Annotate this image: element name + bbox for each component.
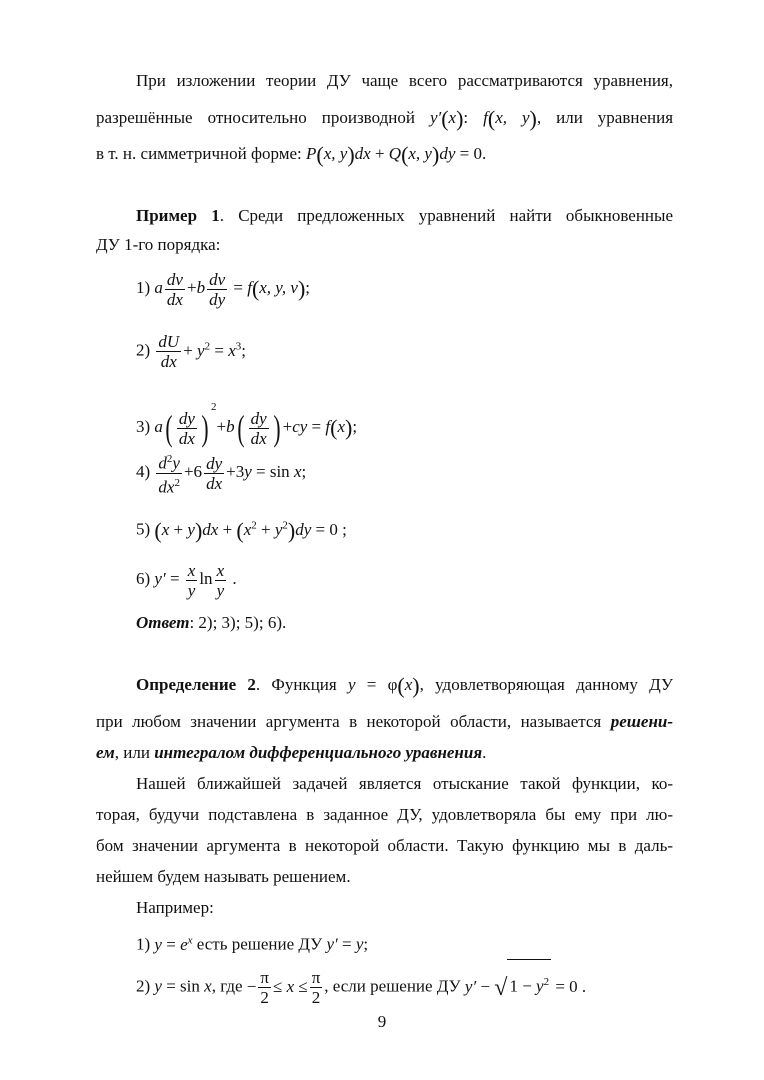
example1-item-2: 2) $\frac{dU}{dx}$ + $y^2 = x^3$; — [136, 332, 246, 372]
examples-item-1: 1) $y = e^x$ есть решение ДУ y′ = y; — [136, 934, 369, 954]
page-number: 9 — [377, 1012, 387, 1031]
equation-1: a $\frac{dv}{dx}$ +b $\frac{dv}{dy}$ = f(x, y, v); — [154, 269, 311, 309]
formula-interval: − $\frac{\pi}{2}$ ≤ x ≤ $\frac{\pi}{2}$ — [246, 968, 321, 1008]
examples-item-2: 2) y = sin x, где − $\frac{\pi}{2}$ ≤ x ≤ $\frac{\pi}{2}$ , если решение ДУ y′ − √ $1 - y^2 = 0$ . — [136, 959, 586, 1010]
formula-sin: y = sin x — [154, 976, 212, 996]
example1-item-4: 4) $\frac{d^2y}{dx^2}$ +6 $\frac{dy}{dx}$ +3y = sin x; — [136, 450, 306, 496]
definition2-line-3: ем, или интегралом дифференциального уравнения. — [96, 743, 487, 762]
paragraph-line-2: торая, будучи подставлена в заданное ДУ, удовлетворяла бы ему при лю- — [96, 805, 673, 824]
formula-f-xy: f(x, y), — [483, 106, 542, 132]
paragraph-line-4: нейшем будем называть решением. — [96, 867, 351, 886]
definition2-line-2: при любом значении аргумента в некоторой области, называется решени- — [96, 712, 673, 731]
formula-ode-2: y′ − √ $1 - y^2 = 0$ . — [465, 977, 586, 996]
intro-line-3: в т. н. симметричной форме: P(x, y)dx + Q(x, y)dy = 0. — [96, 142, 487, 168]
intro-line-2: разрешённые относительно производной y′(x): f(x, y), или уравнения — [96, 106, 674, 132]
formula-symmetric: P(x, y)dx + Q(x, y)dy = 0 — [306, 142, 482, 168]
example1-line-1: Пример 1. Среди предложенных уравнений найти обыкновенные — [136, 206, 673, 225]
example1-item-5: 5) $(x + y)dx + (x^2 + y^2)dy = 0$ ; — [136, 517, 347, 543]
example1-label: Пример 1 — [136, 206, 220, 225]
definition2-line-1: Определение 2. Функция y = φ(x), удовлетворяющая данному ДУ — [136, 673, 674, 699]
definition2-label: Определение 2 — [136, 675, 256, 694]
paragraph-line-3: бом значении аргумента в некоторой области. Такую функцию мы в даль- — [96, 836, 673, 855]
formula-ode-1: y′ = y; — [326, 934, 369, 954]
equation-5: $(x + y)dx + (x^2 + y^2)dy = 0$ ; — [154, 517, 347, 543]
equation-3: a( $\frac{dy}{dx}$ )$^2$+b( $\frac{dy}{dx}$ ) +cy = f(x); — [154, 401, 358, 449]
paragraph-line-1: Нашей ближайшей задачей является отыскание такой функции, ко- — [136, 774, 673, 793]
example1-item-3: 3) a( $\frac{dy}{dx}$ )$^2$+b( $\frac{dy}{dx}$ ) +cy = f(x); — [136, 401, 358, 449]
formula-phi: y = φ(x), — [347, 673, 424, 699]
example1-answer: Ответ: 2); 3); 5); 6). — [136, 613, 287, 632]
formula-exp: $y = e^x$ — [154, 934, 193, 954]
formula-derivative: y′(x): — [429, 106, 469, 132]
example1-item-6: 6) y′ = $\frac{x}{y}$ ln $\frac{x}{y}$ . — [136, 560, 237, 600]
example1-item-1: 1) a $\frac{dv}{dx}$ +b $\frac{dv}{dy}$ = f(x, y, v); — [136, 269, 311, 309]
examples-intro: Например: — [136, 898, 214, 917]
intro-line-1: При изложении теории ДУ чаще всего рассматриваются уравнения, — [136, 71, 673, 90]
answer-label: Ответ — [136, 613, 190, 632]
equation-4: $\frac{d^2y}{dx^2}$ +6 $\frac{dy}{dx}$ +3y = sin x; — [154, 462, 306, 481]
equation-2: $\frac{dU}{dx}$ + $y^2 = x^3$; — [158, 332, 246, 372]
example1-line-2: ДУ 1-го порядка: — [96, 235, 221, 254]
equation-6: y′ = $\frac{x}{y}$ ln $\frac{x}{y}$ . — [154, 560, 237, 600]
